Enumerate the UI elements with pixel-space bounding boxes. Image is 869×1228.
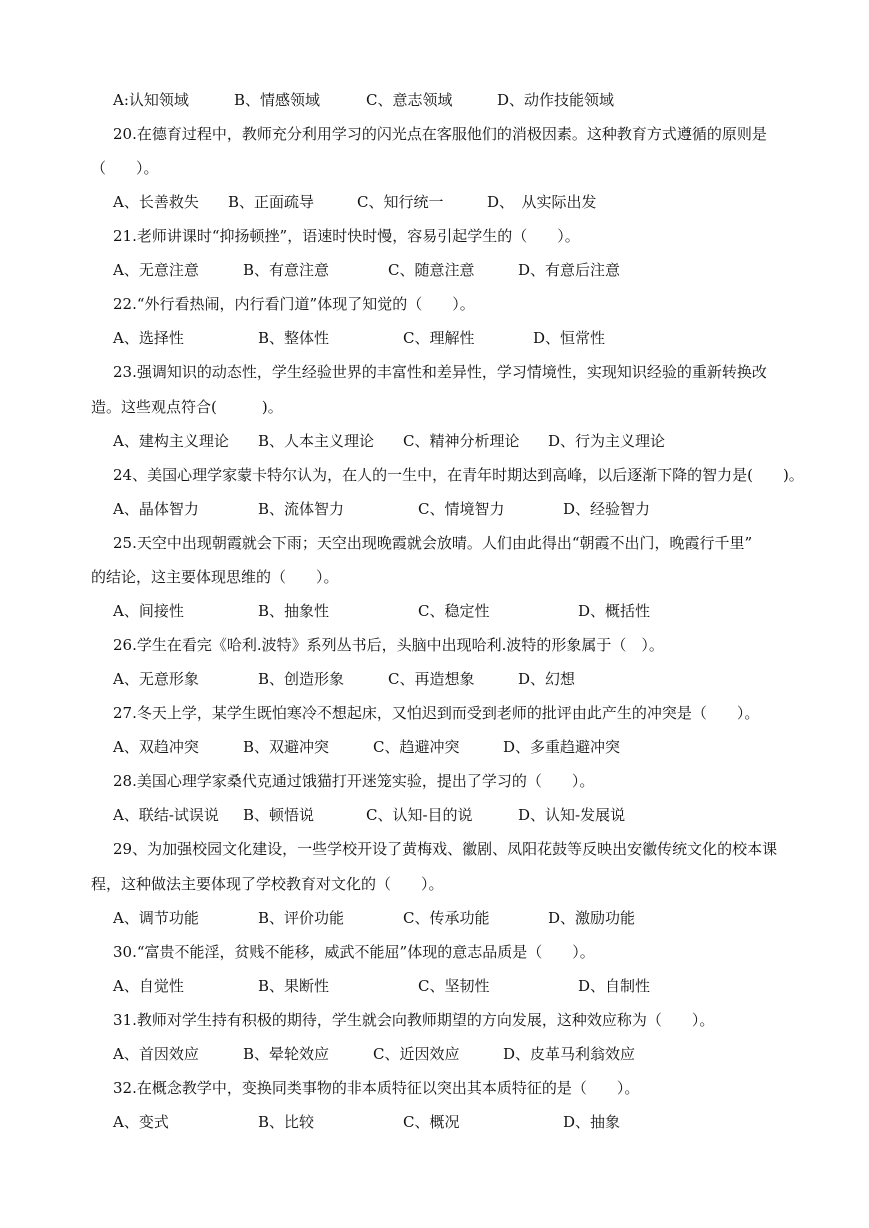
option-b: B、正面疏导 [228,193,315,211]
option-a: A、选择性 [113,329,184,347]
option-b: B、果断性 [258,977,330,995]
question-stem: 30.“富贵不能淫，贫贱不能移，威武不能屈”体现的意志品质是（ ）。 [113,943,595,961]
option-a: A、晶体智力 [113,500,199,518]
option-b: B、整体性 [258,329,330,347]
question-stem-cont: （ ）。 [91,159,159,177]
option-a: A、首因效应 [113,1045,199,1063]
question-stem: 26.学生在看完《哈利.波特》系列丛书后，头脑中出现哈利.波特的形象属于（ ）。 [113,636,664,654]
option-c: C、坚韧性 [418,977,490,995]
question-stem: 28.美国心理学家桑代克通过饿猫打开迷笼实验，提出了学习的（ ）。 [113,772,595,790]
option-c: C、近因效应 [373,1045,460,1063]
option-c: C、再造想象 [388,670,475,688]
option-c: C、精神分析理论 [403,432,520,450]
question-stem: 24、美国心理学家蒙卡特尔认为，在人的一生中，在青年时期达到高峰，以后逐渐下降的智力是( )。 [113,466,804,484]
option-b: B、人本主义理论 [258,432,375,450]
option-d: D、幻想 [518,670,576,688]
option-a: A、无意注意 [113,261,199,279]
option-d: D、自制性 [578,977,651,995]
option-b: B、有意注意 [243,261,330,279]
question-stem-cont: 造。这些观点符合( )。 [91,398,283,416]
option-d: D、激励功能 [548,909,636,927]
option-d: D、多重趋避冲突 [503,738,621,756]
option-a: A:认知领域 [113,91,189,109]
question-stem: 21.老师讲课时“抑扬顿挫”，语速时快时慢，容易引起学生的（ ）。 [113,227,580,245]
option-b: B、抽象性 [258,602,330,620]
option-c: C、认知-目的说 [366,806,473,824]
question-stem-cont: 的结论，这主要体现思维的（ ）。 [91,568,339,586]
option-d: D、概括性 [578,602,651,620]
question-stem: 25.天空中出现朝霞就会下雨；天空出现晚霞就会放晴。人们由此得出“朝霞不出门，晚霞行千里” [113,534,753,552]
option-c: C、意志领域 [366,91,453,109]
question-stem-cont: 程，这种做法主要体现了学校教育对文化的（ ）。 [91,875,444,893]
option-c: C、理解性 [403,329,475,347]
option-b: B、比较 [258,1113,315,1131]
question-stem: 20.在德育过程中，教师充分利用学习的闪光点在客服他们的消极因素。这种教育方式遵循的原则是 [113,125,767,143]
option-d: D、经验智力 [563,500,651,518]
option-a: A、建构主义理论 [113,432,229,450]
option-c: C、随意注意 [388,261,475,279]
option-a: A、间接性 [113,602,184,620]
option-b: B、双避冲突 [243,738,330,756]
option-a: A、双趋冲突 [113,738,199,756]
option-d: D、抽象 [563,1113,621,1131]
option-a: A、联结-试误说 [113,806,219,824]
option-d: D、动作技能领域 [497,91,615,109]
option-b: B、情感领域 [234,91,321,109]
option-c: C、知行统一 [357,193,444,211]
option-a: A、变式 [113,1113,169,1131]
option-c: C、传承功能 [403,909,490,927]
question-stem: 32.在概念教学中，变换同类事物的非本质特征以突出其本质特征的是（ ）。 [113,1079,640,1097]
option-b: B、评价功能 [258,909,345,927]
option-b: B、创造形象 [258,670,345,688]
option-d: D、有意后注意 [518,261,621,279]
option-a: A、自觉性 [113,977,184,995]
option-d: D、行为主义理论 [548,432,666,450]
option-b: B、晕轮效应 [243,1045,330,1063]
option-a: A、长善救失 [113,193,199,211]
question-stem: 29、为加强校园文化建设，一些学校开设了黄梅戏、徽剧、凤阳花鼓等反映出安徽传统文化的校本课 [113,840,778,858]
option-b: B、顿悟说 [243,806,315,824]
option-b: B、流体智力 [258,500,345,518]
option-c: C、概况 [403,1113,460,1131]
option-d: D、皮革马利翁效应 [503,1045,636,1063]
option-d: D、 从实际出发 [487,193,597,211]
question-stem: 22.“外行看热闹，内行看门道”体现了知觉的（ ）。 [113,295,475,313]
option-d: D、认知-发展说 [518,806,626,824]
question-stem: 31.教师对学生持有积极的期待，学生就会向教师期望的方向发展，这种效应称为（ ）。 [113,1011,715,1029]
question-stem: 23.强调知识的动态性，学生经验世界的丰富性和差异性，学习情境性，实现知识经验的重新转换改 [113,363,767,381]
question-stem: 27.冬天上学，某学生既怕寒冷不想起床，又怕迟到而受到老师的批评由此产生的冲突是（ ）。 [113,704,760,722]
option-a: A、无意形象 [113,670,199,688]
option-a: A、调节功能 [113,909,199,927]
option-c: C、趋避冲突 [373,738,460,756]
option-c: C、稳定性 [418,602,490,620]
option-c: C、情境智力 [418,500,505,518]
option-d: D、恒常性 [533,329,606,347]
